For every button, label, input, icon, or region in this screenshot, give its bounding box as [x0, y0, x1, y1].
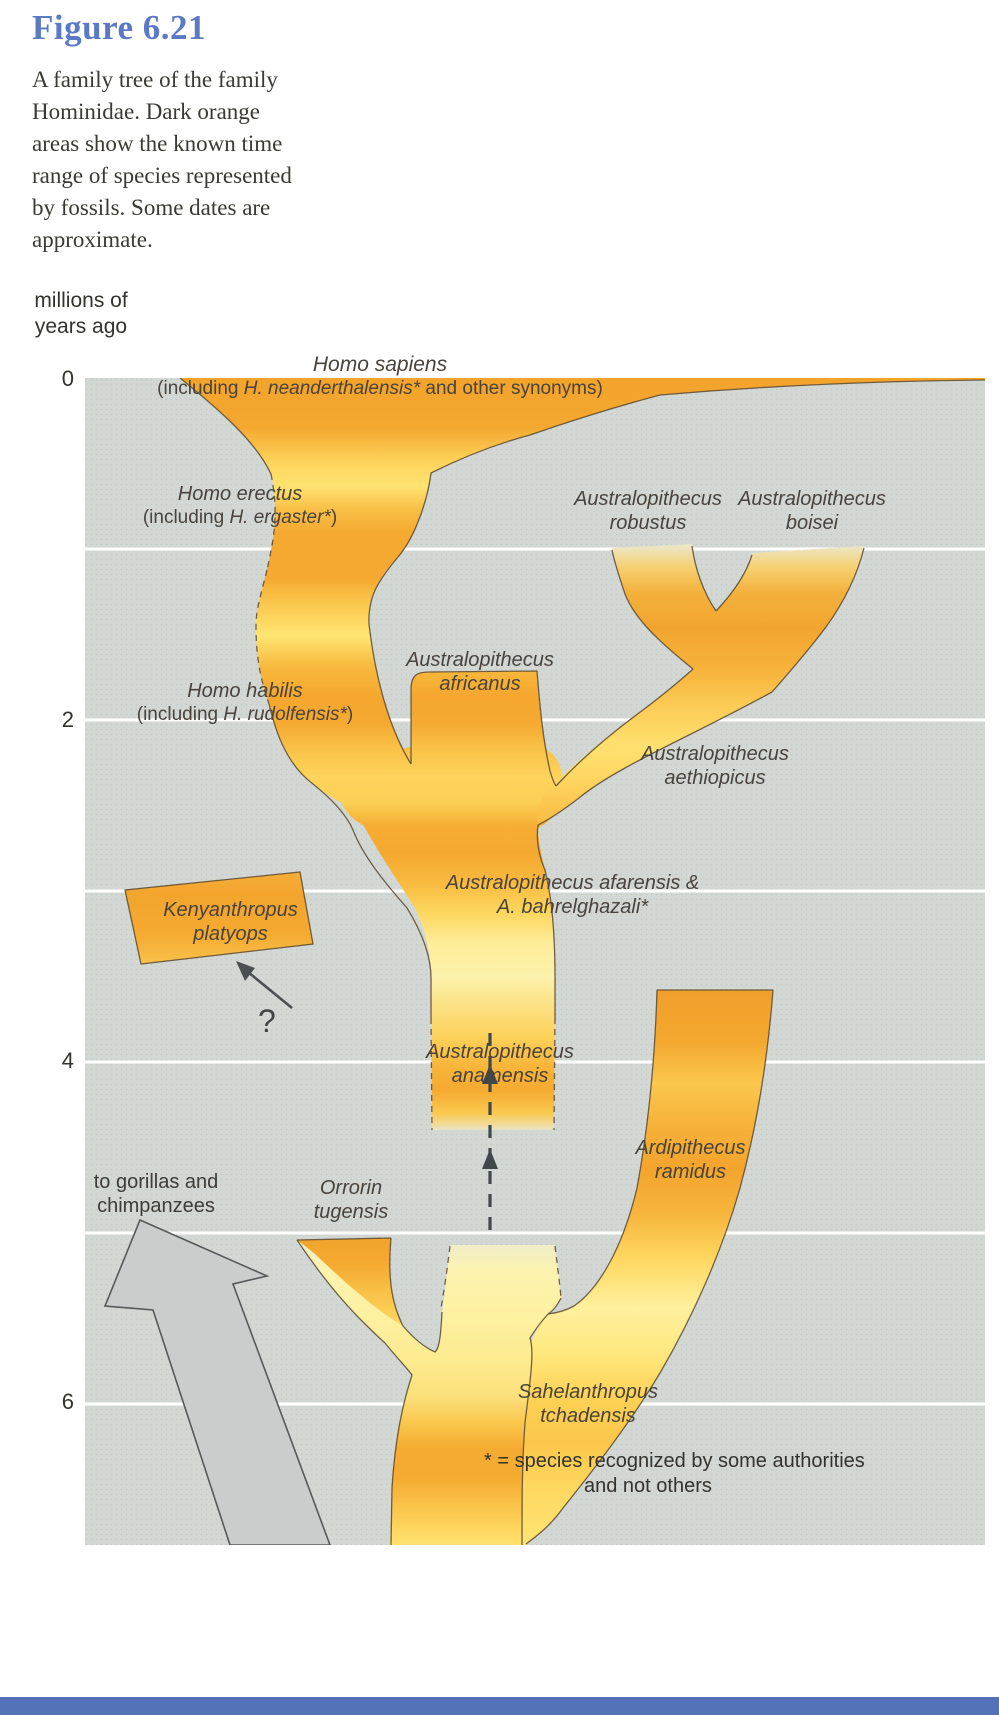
question-mark: ? — [258, 1003, 276, 1039]
caption-line: by fossils. Some dates are — [32, 195, 271, 220]
axis-unit-label: millions of years ago — [34, 289, 128, 338]
page-bottom-bar — [0, 1697, 999, 1715]
label-australopithecus-aethiopicus: Australopithecus aethiopicus — [641, 743, 789, 789]
figure-caption — [32, 64, 292, 256]
label-australopithecus-boisei: Australopithecus boisei — [738, 488, 886, 534]
caption-line: range of species represented — [32, 163, 292, 188]
label-to-gorillas-chimpanzees: to gorillas and chimpanzees — [93, 1171, 219, 1217]
label-homo-erectus: Homo erectus (including H. ergaster*) — [142, 483, 338, 528]
caption-line: approximate. — [32, 227, 153, 252]
caption-line: A family tree of the family — [32, 67, 278, 92]
axis-tick-4: 4 — [61, 1048, 74, 1073]
family-tree-chart — [85, 378, 985, 1545]
label-homo-sapiens: Homo sapiens (including H. neanderthalensis* and other synonyms) — [157, 353, 603, 399]
axis-tick-0: 0 — [61, 366, 74, 391]
axis-tick-2: 2 — [61, 707, 74, 732]
footnote-line-1: * = species recognized by some authorities — [484, 1450, 865, 1472]
label-australopithecus-anamensis: Australopithecus anamensis — [426, 1041, 574, 1087]
label-kenyanthropus-platyops: Kenyanthropus platyops — [163, 899, 298, 945]
axis-tick-6: 6 — [61, 1389, 74, 1414]
label-ardipithecus-ramidus: Ardipithecus ramidus — [635, 1137, 746, 1183]
caption-line: Hominidae. Dark orange — [32, 99, 261, 124]
label-sahelanthropus-tchadensis: Sahelanthropus tchadensis — [517, 1381, 659, 1427]
label-homo-habilis: Homo habilis (including H. rudolfensis*) — [136, 680, 354, 725]
footnote-line-2: and not others — [584, 1475, 712, 1497]
label-australopithecus-robustus: Australopithecus robustus — [574, 488, 722, 534]
label-orrorin-tugensis: Orrorin tugensis — [313, 1177, 389, 1223]
caption-line: areas show the known time — [32, 131, 283, 156]
label-australopithecus-afarensis: Australopithecus afarensis & A. bahrelghazali* — [445, 872, 700, 918]
figure-title: Figure 6.21 — [32, 8, 207, 47]
label-australopithecus-africanus: Australopithecus africanus — [406, 649, 554, 695]
